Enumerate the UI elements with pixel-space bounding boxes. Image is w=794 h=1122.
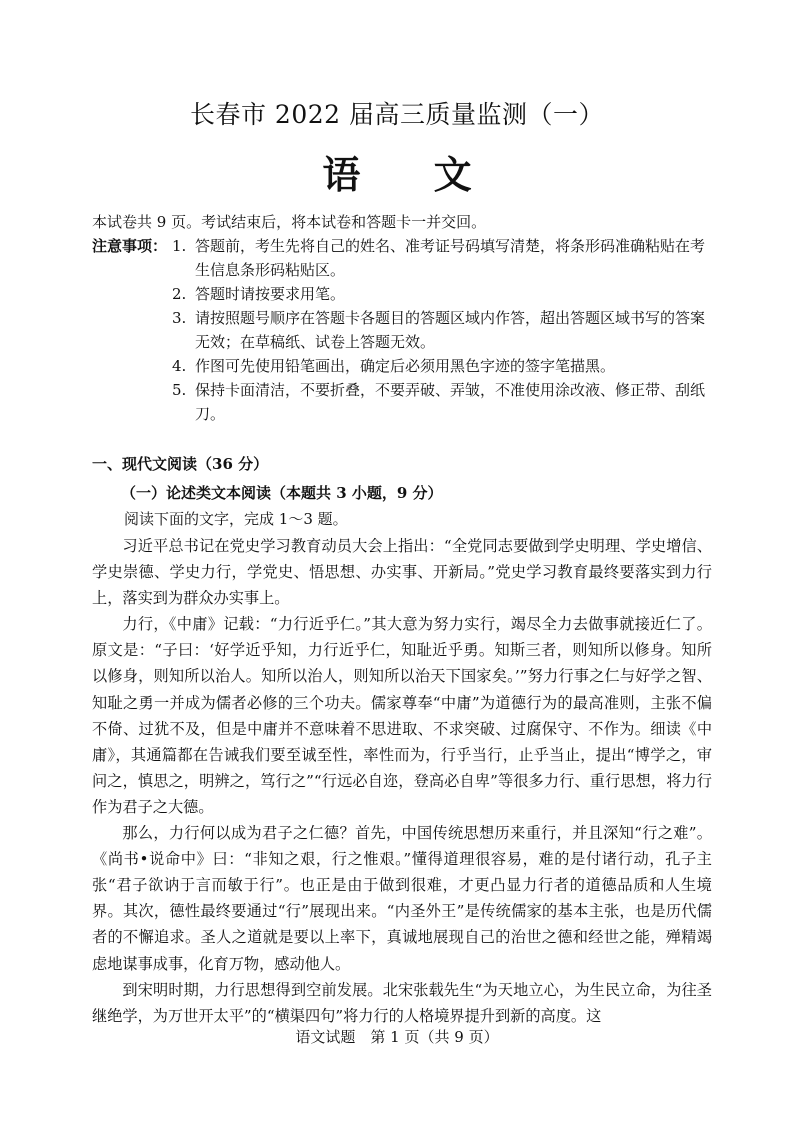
subject-title: 语 文: [322, 152, 502, 197]
subsection-heading: （一）论述类文本阅读（本题共 3 小题，9 分）: [121, 484, 443, 502]
intro-text: 本试卷共 9 页。考试结束后，将本试卷和答题卡一并交回。: [92, 213, 487, 231]
notice-item-number: 4.: [172, 357, 187, 375]
reading-passage: [92, 533, 712, 1029]
page-footer: 语文试题 第 1 页（共 9 页）: [295, 1028, 499, 1046]
notice-item-number: 1.: [172, 237, 187, 255]
notice-item: [172, 378, 717, 426]
passage-paragraph: 习近平总书记在党史学习教育动员大会上指出：“全党同志要做到学史明理、学史增信、学史崇德、学史力行，学党史、悟思想、办实事、开新局。”党史学习教育最终要落实到力行上，落实到为群众办实事上。: [92, 537, 712, 608]
notice-item-number: 5.: [172, 381, 187, 399]
exam-title: 长春市 2022 届高三质量监测（一）: [189, 100, 605, 129]
passage-paragraph: 那么，力行何以成为君子之仁德？首先，中国传统思想历来重行，并且深知“行之难”。《尚书•说命中》曰：“非知之艰，行之惟艰。”懂得道理很容易，难的是付诸行动，孔子主张“君子欲讷于言而敏于行”。也正是由于做到很难，才更凸显力行者的道德品质和人生境界。其次，德性最终要通过“行”展现出来。“内圣外王”是传统儒家的基本主张，也是历代儒者的不懈追求。圣人之道就是要以上率下，真诚地展现自己的治世之德和经世之能，殚精竭虑地谋事成事，化育万物，感动他人。: [92, 824, 712, 973]
notice-item-number: 3.: [172, 309, 187, 327]
notice-list: [172, 234, 717, 426]
notice-item: [172, 234, 717, 282]
notice-label: 注意事项：: [92, 237, 168, 255]
passage-paragraph: 到宋明时期，力行思想得到空前发展。北宋张载先生“为天地立心，为生民立命，为往圣继绝学，为万世开太平”的“横渠四句”将力行的人格境界提升到新的高度。这: [92, 980, 712, 1025]
notice-item-text: 保持卡面清洁，不要折叠，不要弄破、弄皱，不准使用涂改液、修正带、刮纸刀。: [195, 381, 706, 423]
notice-item: [172, 282, 717, 306]
notice-item-text: 作图可先使用铅笔画出，确定后必须用黑色字迹的签字笔描黑。: [195, 357, 616, 375]
reading-instruction: 阅读下面的文字，完成 1～3 题。: [124, 510, 348, 528]
notice-item: [172, 354, 717, 378]
passage-paragraph: 力行，《中庸》记载：“力行近乎仁。”其大意为努力实行，竭尽全力去做事就接近仁了。原文是：“子曰：‘好学近乎知，力行近乎仁，知耻近乎勇。知斯三者，则知所以修身。知所以修身，则知所以治人。知所以治人，则知所以治天下国家矣。’”努力行事之仁与好学之智、知耻之勇一并成为儒者必修的三个功夫。儒家尊奉“中庸”为道德行为的最高准则，主张不偏不倚、过犹不及，但是中庸并不意味着不思进取、不求突破、过腐保守、不作为。细读《中庸》，其通篇都在告诫我们要至诚至性，率性而为，行乎当行，止乎当止，提出“博学之，审问之，慎思之，明辨之，笃行之”“行远必自迩，登高必自卑”等很多力行、重行思想，将力行作为君子之大德。: [92, 615, 712, 816]
notice-item-text: 答题时请按要求用笔。: [195, 285, 346, 303]
notice-item: [172, 306, 717, 354]
notice-item-text: 答题前，考生先将自己的姓名、准考证号码填写清楚，将条形码准确粘贴在考生信息条形码粘贴区。: [195, 237, 706, 279]
section-heading: 一、现代文阅读（36 分）: [92, 455, 269, 473]
notice-item-number: 2.: [172, 285, 187, 303]
notice-item-text: 请按照题号顺序在答题卡各题目的答题区域内作答，超出答题区域书写的答案无效；在草稿纸、试卷上答题无效。: [195, 309, 706, 351]
